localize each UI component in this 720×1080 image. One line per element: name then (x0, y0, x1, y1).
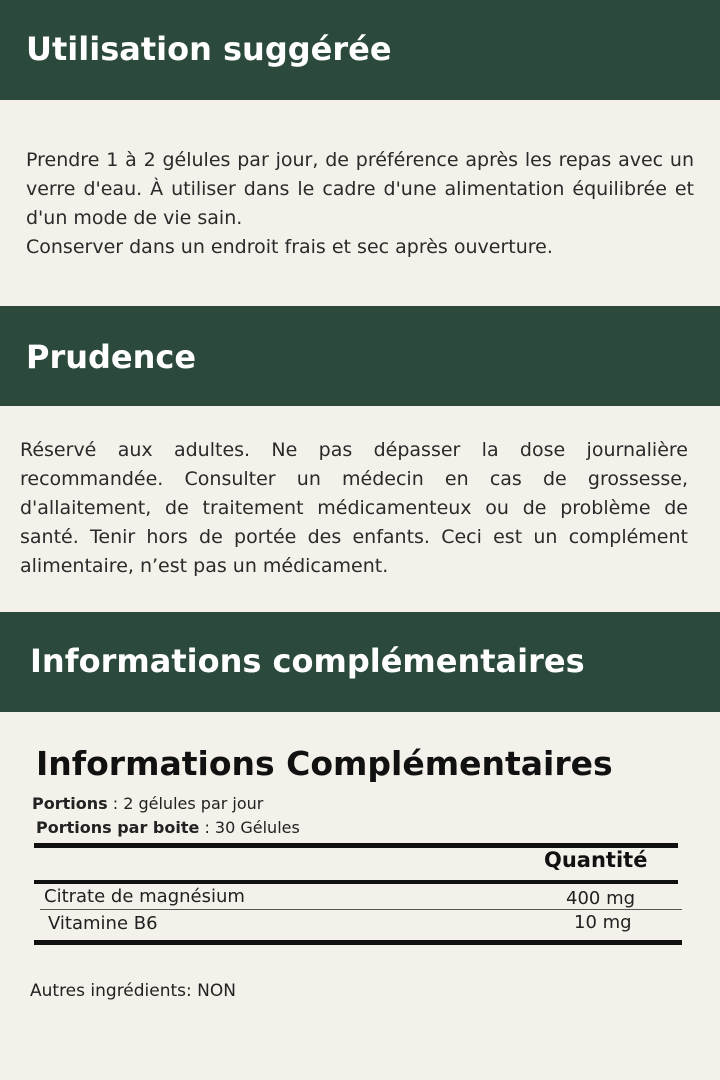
caution-header-band (0, 306, 720, 406)
table-header-rule (34, 880, 678, 884)
table-row-name: Vitamine B6 (48, 913, 158, 934)
portions-per-box-value: : 30 Gélules (199, 818, 300, 837)
caution-heading: Prudence (26, 338, 197, 376)
portions-per-box-label: Portions par boite (36, 818, 200, 837)
caution-text (20, 436, 688, 581)
more-info-header-band (0, 612, 720, 712)
table-row-divider (40, 909, 682, 910)
usage-paragraph-2: Conserver dans un endroit frais et sec après ouverture. (26, 236, 553, 258)
usage-heading: Utilisation suggérée (26, 30, 392, 68)
usage-header-band (0, 0, 720, 100)
portions-line (32, 794, 263, 813)
quantity-column-header: Quantité (544, 848, 648, 872)
portions-value: : 2 gélules par jour (107, 794, 264, 813)
table-row-value: 400 mg (566, 888, 636, 909)
info-table-title: Informations Complémentaires (36, 744, 613, 783)
table-bottom-rule (34, 940, 682, 945)
portions-label: Portions (32, 794, 108, 813)
table-row-name: Citrate de magnésium (44, 886, 245, 907)
other-ingredients: Autres ingrédients: NON (30, 981, 236, 1001)
usage-paragraph-1: Prendre 1 à 2 gélules par jour, de préférence après les repas avec un verre d'eau. À utiliser dans le cadre d'une alimentation équilibrée et d'un mode de vie sain. (26, 149, 694, 229)
table-row-value: 10 mg (574, 912, 632, 933)
usage-text (26, 146, 694, 262)
more-info-heading: Informations complémentaires (30, 642, 585, 680)
caution-paragraph: Réservé aux adultes. Ne pas dépasser la dose journalière recommandée. Consulter un médecin en cas de grossesse, d'allaitement, de traitement médicamenteux ou de problème de santé. Tenir hors de portée des enfants. Ceci est un complément alimentaire, n’est pas un médicament. (20, 439, 688, 577)
portions-per-box-line (36, 818, 300, 837)
